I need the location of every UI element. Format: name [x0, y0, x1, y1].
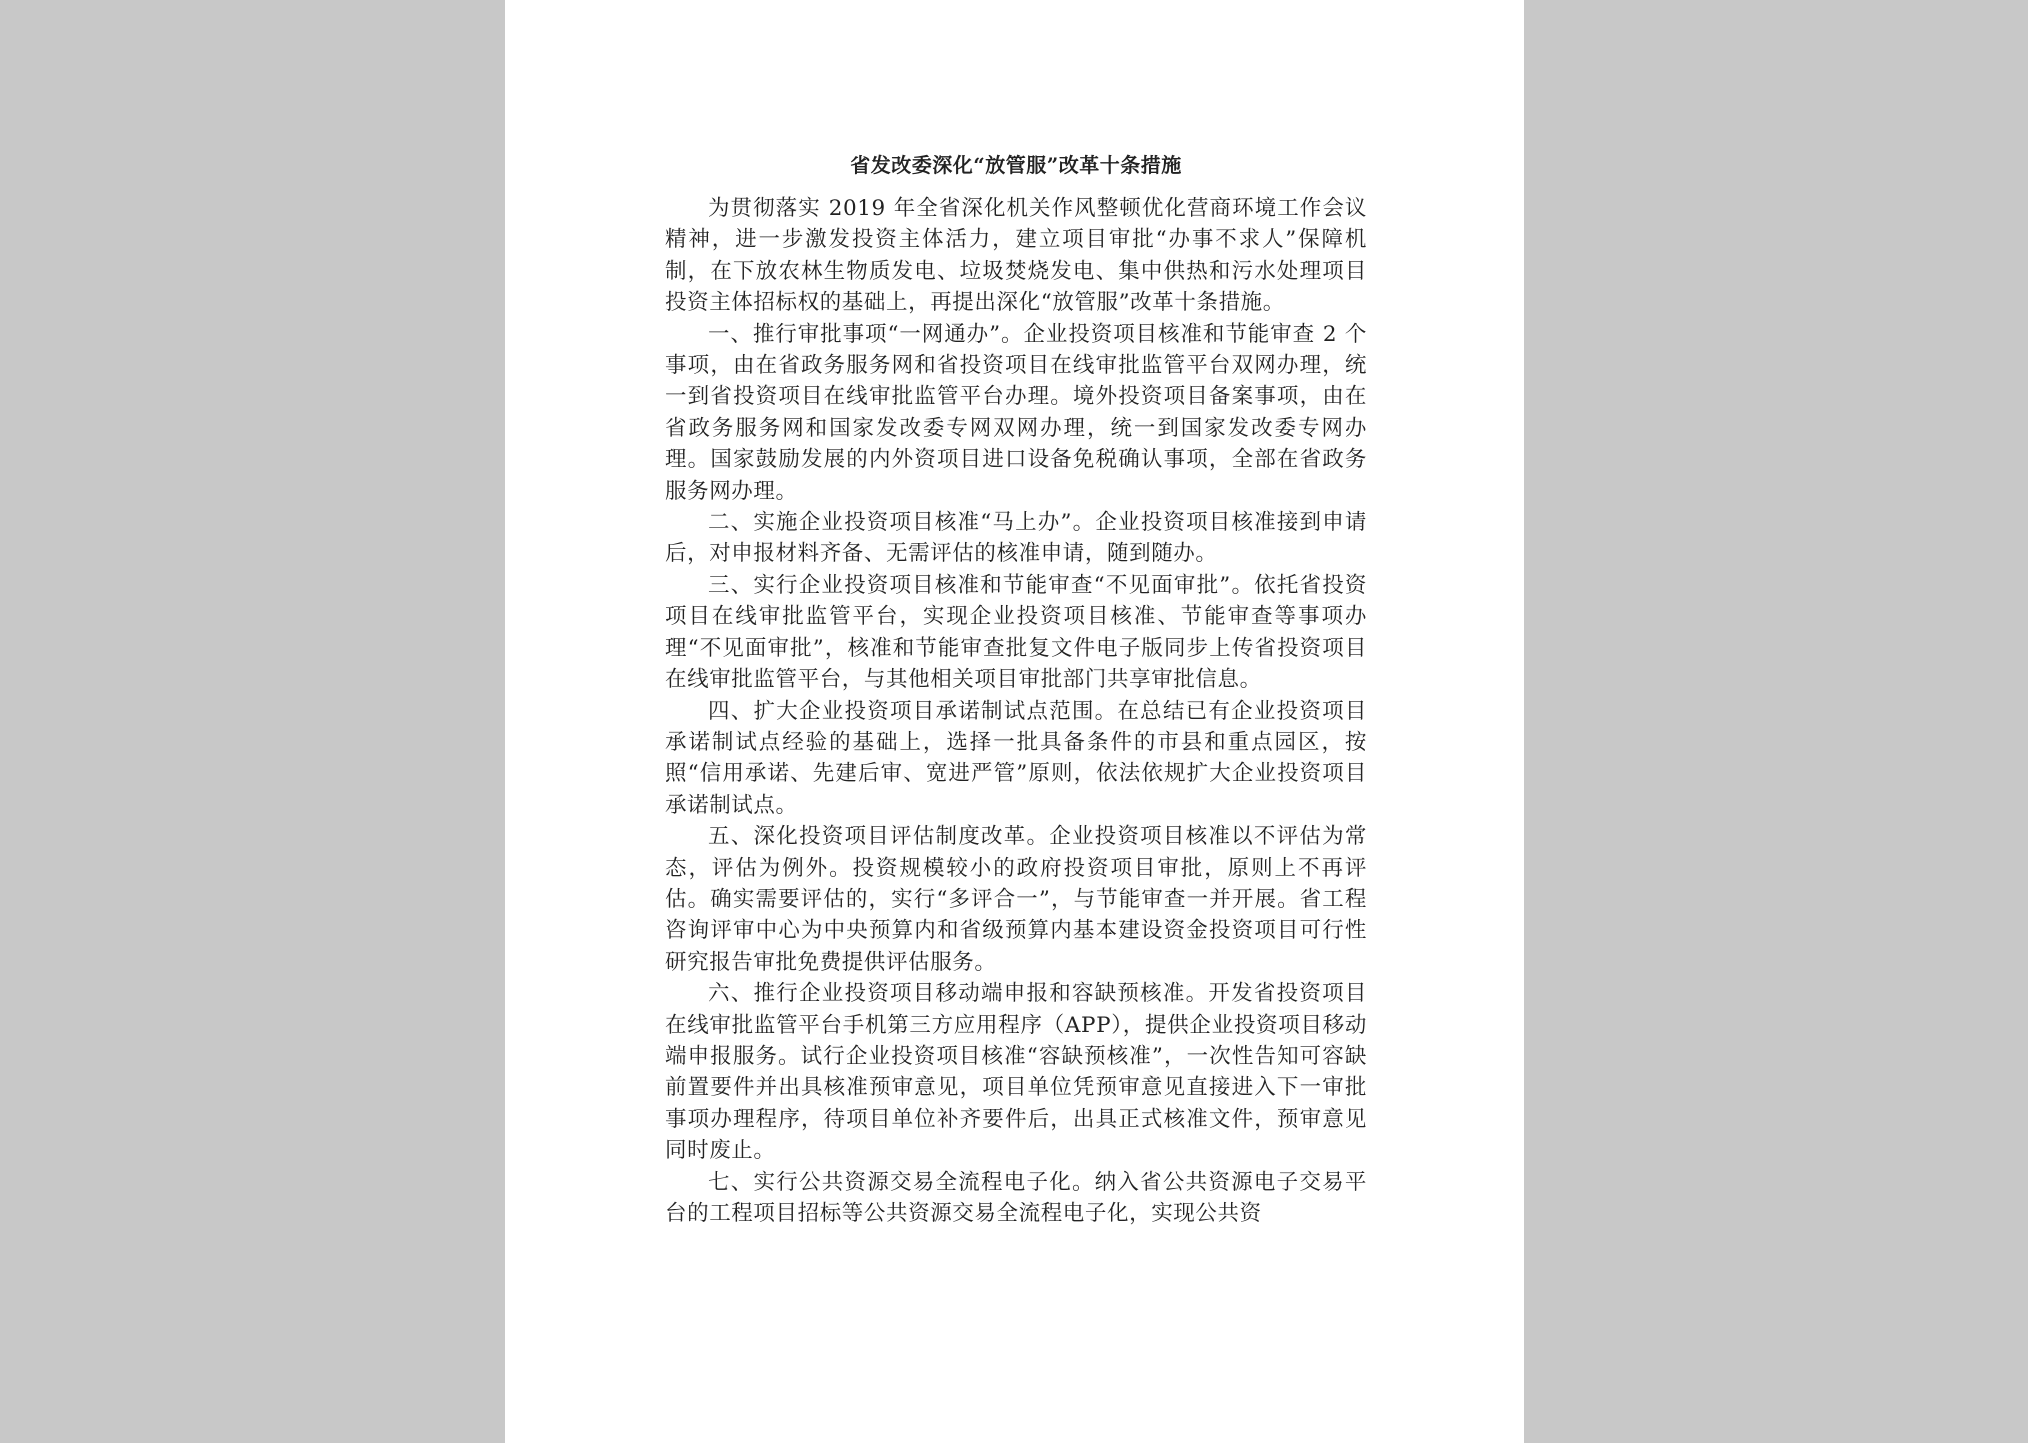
paragraph-measure-7: 七、实行公共资源交易全流程电子化。纳入省公共资源电子交易平台的工程项目招标等公共资源交易全流程电子化，实现公共资	[665, 1169, 1367, 1226]
paragraph-intro: 为贯彻落实 2019 年全省深化机关作风整顿优化营商环境工作会议精神，进一步激发投资主体活力，建立项目审批“办事不求人”保障机制，在下放农林生物质发电、垃圾焚烧发电、集中供热和污水处理项目投资主体招标权的基础上，再提出深化“放管服”改革十条措施。	[665, 196, 1367, 316]
paragraph-measure-4: 四、扩大企业投资项目承诺制试点范围。在总结已有企业投资项目承诺制试点经验的基础上，选择一批具备条件的市县和重点园区，按照“信用承诺、先建后审、宽进严管”原则，依法依规扩大企业投资项目承诺制试点。	[665, 698, 1367, 818]
paragraph-measure-3: 三、实行企业投资项目核准和节能审查“不见面审批”。依托省投资项目在线审批监管平台，实现企业投资项目核准、节能审查等事项办理“不见面审批”，核准和节能审查批复文件电子版同步上传省投资项目在线审批监管平台，与其他相关项目审批部门共享审批信息。	[665, 572, 1367, 693]
document-page	[505, 0, 1524, 1443]
paragraph-measure-1: 一、推行审批事项“一网通办”。企业投资项目核准和节能审查 2 个事项，由在省政务服务网和省投资项目在线审批监管平台双网办理，统一到省投资项目在线审批监管平台办理。境外投资项目备案事项，由在省政务服务网和国家发改委专网双网办理，统一到国家发改委专网办理。国家鼓励发展的内外资项目进口设备免税确认事项，全部在省政务服务网办理。	[665, 321, 1367, 504]
document-body	[665, 145, 1367, 1229]
paragraph-measure-2: 二、实施企业投资项目核准“马上办”。企业投资项目核准接到申请后，对申报材料齐备、无需评估的核准申请，随到随办。	[665, 510, 1367, 567]
document-title: 省发改委深化“放管服”改革十条措施	[850, 153, 1182, 177]
paragraph-measure-6: 六、推行企业投资项目移动端申报和容缺预核准。开发省投资项目在线审批监管平台手机第三方应用程序（APP），提供企业投资项目移动端申报服务。试行企业投资项目核准“容缺预核准”，一次性告知可容缺前置要件并出具核准预审意见，项目单位凭预审意见直接进入下一审批事项办理程序，待项目单位补齐要件后，出具正式核准文件，预审意见同时废止。	[665, 981, 1367, 1164]
paragraph-measure-5: 五、深化投资项目评估制度改革。企业投资项目核准以不评估为常态，评估为例外。投资规模较小的政府投资项目审批，原则上不再评估。确实需要评估的，实行“多评合一”，与节能审查一并开展。省工程咨询评审中心为中央预算内和省级预算内基本建设资金投资项目可行性研究报告审批免费提供评估服务。	[665, 824, 1367, 975]
